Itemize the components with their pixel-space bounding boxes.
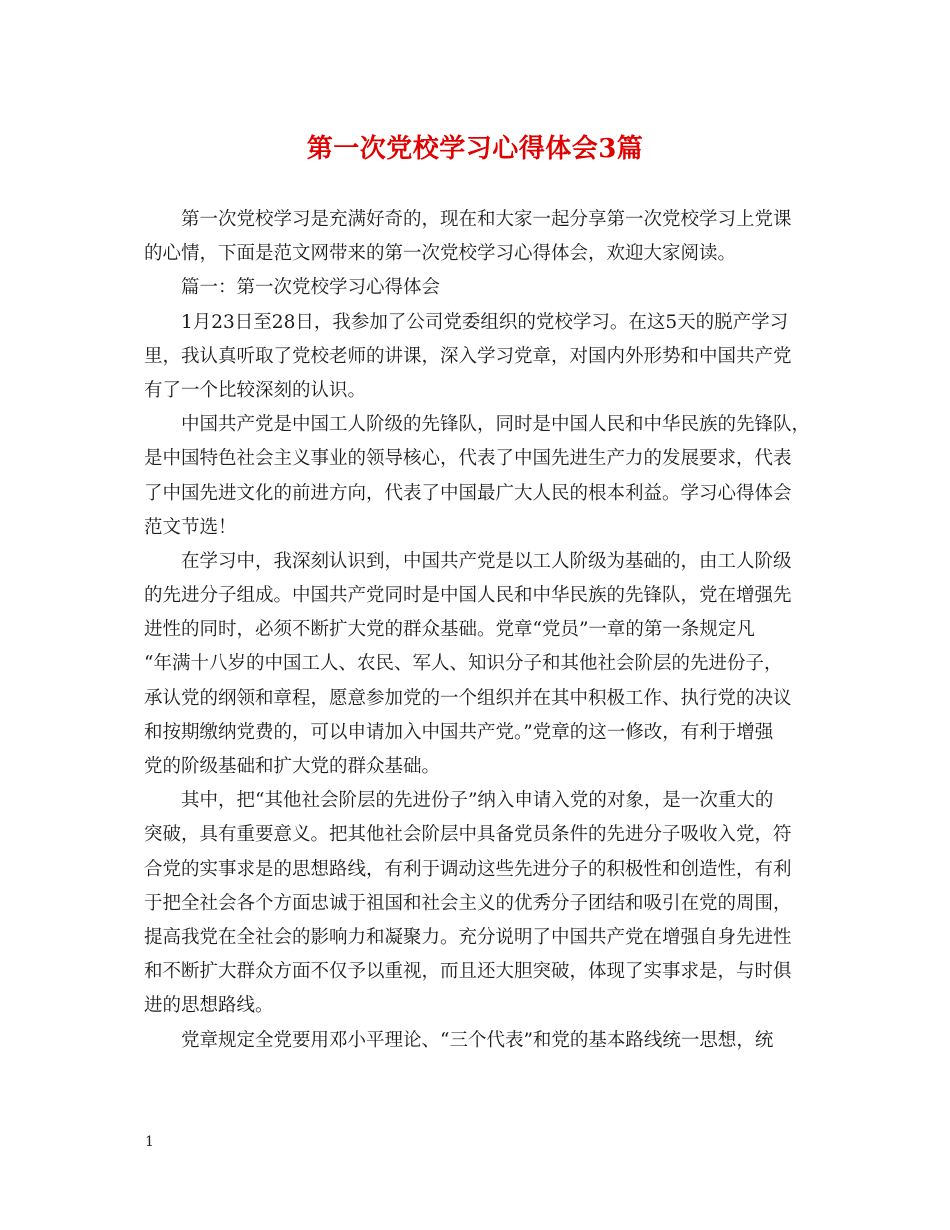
body-line: 党章规定全党要用邓小平理论、“三个代表”和党的基本路线统一思想，统 [181, 1029, 774, 1051]
body-line: 第一次党校学习是充满好奇的，现在和大家一起分享第一次党校学习上党课 [181, 209, 792, 230]
body-line: 进性的同时，必须不断扩大党的群众基础。党章“党员”一章的第一条规定凡 [144, 619, 755, 641]
body-line: 1月23日至28日，我参加了公司党委组织的党校学习。在这5天的脱产学习 [181, 311, 789, 333]
body-line: 进的思想路线。 [144, 995, 274, 1017]
body-line: 党的阶级基础和扩大党的群众基础。 [144, 756, 441, 777]
page-number: 1 [145, 1134, 154, 1150]
document-body [144, 203, 812, 1058]
body-line: 在学习中，我深刻认识到，中国共产党是以工人阶级为基础的，由工人阶级 [181, 550, 792, 572]
body-line: 的先进分子组成。中国共产党同时是中国人民和中华民族的先锋队，党在增强先 [144, 585, 792, 607]
section-heading: 篇一：第一次党校学习心得体会 [181, 277, 441, 299]
body-line: 范文节选！ [144, 516, 237, 538]
body-line: 于把全社会各个方面忠诚于祖国和社会主义的优秀分子团结和吸引在党的周围， [144, 892, 792, 914]
body-line: 了中国先进文化的前进方向，代表了中国最广大人民的根本利益。学习心得体会 [144, 482, 792, 504]
body-line: 提高我党在全社会的影响力和凝聚力。充分说明了中国共产党在增强自身先进性 [144, 926, 792, 948]
body-line: 里，我认真听取了党校老师的讲课，深入学习党章，对国内外形势和中国共产党 [144, 345, 792, 367]
body-line: 突破，具有重要意义。把其他社会阶层中具备党员条件的先进分子吸收入党，符 [144, 824, 792, 846]
body-line: 的心情，下面是范文网带来的第一次党校学习心得体会，欢迎大家阅读。 [144, 243, 737, 265]
body-line: 承认党的纲领和章程，愿意参加党的一个组织并在其中积极工作、执行党的决议 [144, 687, 792, 709]
body-line: “年满十八岁的中国工人、农民、军人、知识分子和其他社会阶层的先进份子， [144, 653, 783, 675]
document-title: 第一次党校学习心得体会3篇 [306, 134, 644, 164]
body-line: 和不断扩大群众方面不仅予以重视，而且还大胆突破，体现了实事求是，与时俱 [144, 961, 792, 983]
body-line: 是中国特色社会主义事业的领导核心，代表了中国先进生产力的发展要求，代表 [144, 448, 792, 470]
body-line: 其中，把“其他社会阶层的先进份子”纳入申请入党的对象，是一次重大的 [181, 790, 774, 812]
body-line: 和按期缴纳党费的，可以申请加入中国共产党。”党章的这一修改，有利于增强 [144, 721, 774, 743]
body-line: 有了一个比较深刻的认识。 [144, 379, 367, 401]
body-line: 合党的实事求是的思想路线，有利于调动这些先进分子的积极性和创造性，有利 [144, 858, 792, 880]
body-line: 中国共产党是中国工人阶级的先锋队，同时是中国人民和中华民族的先锋队， [181, 414, 811, 436]
